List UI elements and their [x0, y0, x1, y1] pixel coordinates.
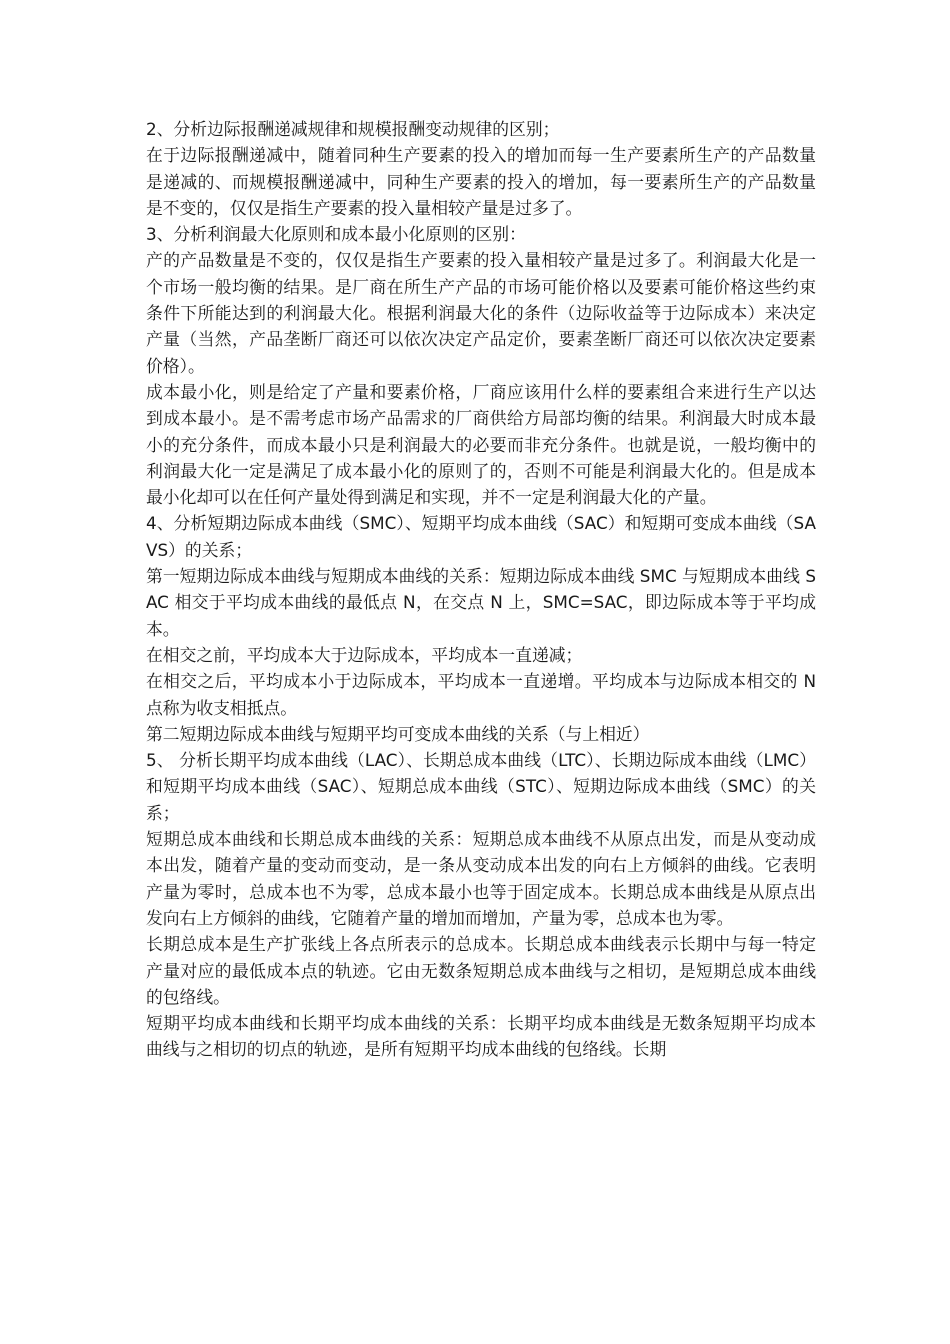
paragraph-profit-maximization: 产的产品数量是不变的，仅仅是指生产要素的投入量相较产量是过多了。利润最大化是一个市场一般均衡的结果。是厂商在所生产产品的市场可能价格以及要素可能价格这些约束条件下所能达到的利润最大化。根据利润最大化的条件（边际收益等于边际成本）来决定产量（当然，产品垄断厂商还可以依次决定产品定价，要素垄断厂商还可以依次决定要素价格）。 [146, 250, 816, 376]
paragraph-smc-sac-relation: 第一短期边际成本曲线与短期成本曲线的关系：短期边际成本曲线 SMC 与短期成本曲线 SAC 相交于平均成本曲线的最低点 N，在交点 N 上，SMC=SAC，即边际成本等于平均成本。 [146, 566, 816, 639]
paragraph-q2-answer: 在于边际报酬递减中，随着同种生产要素的投入的增加而每一生产要素所生产的产品数量是递减的、而规模报酬递减中，同种生产要素的投入的增加，每一要素所生产的产品数量是不变的，仅仅是指生产要素的投入量相较产量是过多了。 [146, 145, 816, 218]
paragraph-smc-savc-relation: 第二短期边际成本曲线与短期平均可变成本曲线的关系（与上相近） [146, 723, 650, 744]
heading-q2: 2、分析边际报酬递减规律和规模报酬变动规律的区别； [146, 119, 560, 139]
heading-q3: 3、分析利润最大化原则和成本最小化原则的区别： [146, 224, 526, 245]
heading-q4: 4、分析短期边际成本曲线（SMC）、短期平均成本曲线（SAC）和短期可变成本曲线（SAVS）的关系； [146, 513, 816, 560]
document-body [146, 116, 816, 1063]
paragraph-stc-ltc-relation: 短期总成本曲线和长期总成本曲线的关系：短期总成本曲线不从原点出发，而是从变动成本出发，随着产量的变动而变动，是一条从变动成本出发的向右上方倾斜的曲线。它表明产量为零时，总成本也不为零，总成本最小也等于固定成本。长期总成本曲线是从原点出发向右上方倾斜的曲线，它随着产量的增加而增加，产量为零，总成本也为零。 [146, 829, 816, 928]
paragraph-after-intersection: 在相交之后，平均成本小于边际成本，平均成本一直递增。平均成本与边际成本相交的 N 点称为收支相抵点。 [146, 671, 816, 718]
heading-q5: 5、 分析长期平均成本曲线（LAC）、长期总成本曲线（LTC）、长期边际成本曲线（LMC）和短期平均成本曲线（SAC）、短期总成本曲线（STC）、短期边际成本曲线（SMC）的关系； [146, 750, 816, 823]
paragraph-before-intersection: 在相交之前，平均成本大于边际成本，平均成本一直递减； [146, 644, 583, 665]
paragraph-ltc-envelope: 长期总成本是生产扩张线上各点所表示的总成本。长期总成本曲线表示长期中与每一特定产量对应的最低成本点的轨迹。它由无数条短期总成本曲线与之相切，是短期总成本曲线的包络线。 [146, 934, 816, 1007]
paragraph-sac-lac-relation: 短期平均成本曲线和长期平均成本曲线的关系：长期平均成本曲线是无数条短期平均成本曲线与之相切的切点的轨迹，是所有短期平均成本曲线的包络线。长期 [146, 1013, 816, 1060]
paragraph-cost-minimization: 成本最小化，则是给定了产量和要素价格，厂商应该用什么样的要素组合来进行生产以达到成本最小。是不需考虑市场产品需求的厂商供给方局部均衡的结果。利润最大时成本最小的充分条件，而成本最小只是利润最大的必要而非充分条件。也就是说，一般均衡中的利润最大化一定是满足了成本最小化的原则了的，否则不可能是利润最大化的。但是成本最小化却可以在任何产量处得到满足和实现，并不一定是利润最大化的产量。 [146, 381, 816, 508]
